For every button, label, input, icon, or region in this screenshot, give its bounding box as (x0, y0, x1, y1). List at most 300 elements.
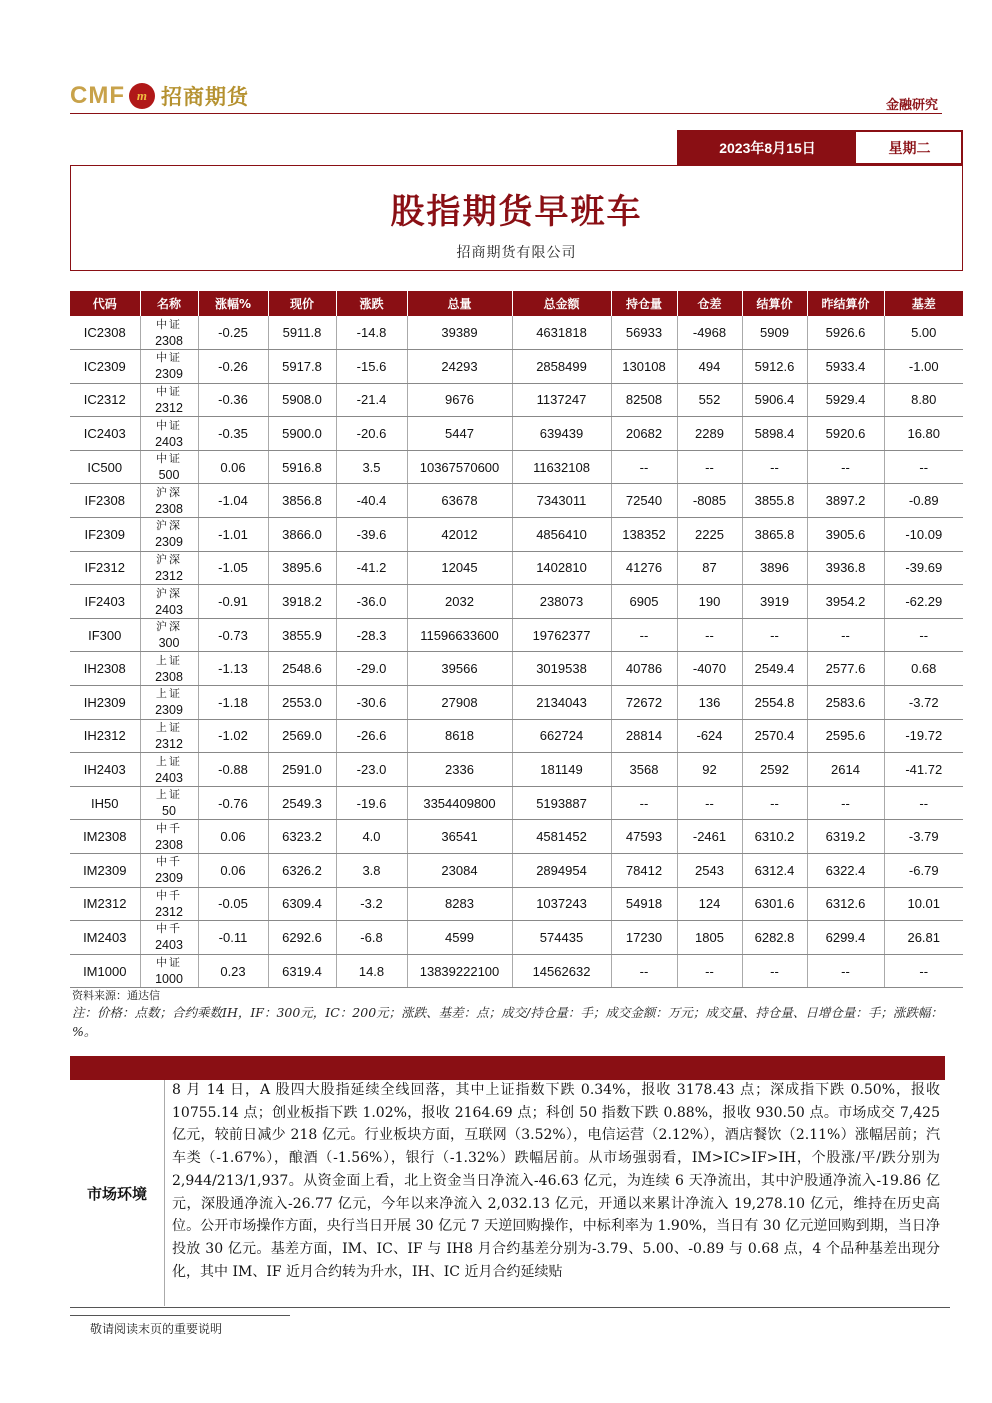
contract-name-index: 沪深 (156, 519, 182, 533)
table-cell: -36.0 (336, 585, 407, 619)
table-cell: 6309.4 (268, 887, 336, 921)
table-cell: 190 (677, 585, 742, 619)
table-cell: -19.6 (336, 786, 407, 820)
table-cell: 0.06 (198, 820, 268, 854)
table-cell: 2549.4 (742, 652, 807, 686)
table-row (70, 921, 963, 955)
contract-name-index: 中千 (156, 855, 182, 869)
table-cell: -39.6 (336, 518, 407, 552)
table-cell: 2548.6 (268, 652, 336, 686)
table-cell: 6312.4 (742, 854, 807, 888)
table-cell: -- (742, 954, 807, 988)
contract-name-index: 沪深 (156, 586, 182, 600)
department-label: 金融研究 (885, 98, 938, 113)
column-header: 总金额 (512, 291, 611, 316)
table-cell: 3896 (742, 551, 807, 585)
table-row (70, 450, 963, 484)
table-cell: 5920.6 (807, 417, 884, 451)
contract-name (140, 820, 198, 854)
table-cell: 2134043 (512, 686, 611, 720)
table-cell: 6322.4 (807, 854, 884, 888)
contract-code: IF2403 (70, 585, 140, 619)
column-header: 涨幅% (198, 291, 268, 316)
table-cell: 92 (677, 753, 742, 787)
table-cell: 2569.0 (268, 719, 336, 753)
table-cell: -10.09 (884, 518, 963, 552)
contract-code: IF2312 (70, 551, 140, 585)
contract-code: IH2308 (70, 652, 140, 686)
table-cell: 639439 (512, 417, 611, 451)
contract-name-month: 2403 (155, 602, 183, 617)
table-cell: 5447 (407, 417, 512, 451)
table-cell: -0.05 (198, 887, 268, 921)
contract-name-month: 2312 (155, 736, 183, 751)
table-row (70, 854, 963, 888)
contract-name-month: 2309 (155, 703, 183, 718)
table-cell: 1137247 (512, 383, 611, 417)
table-cell: 6323.2 (268, 820, 336, 854)
futures-quote-table (70, 291, 963, 988)
contract-code: IM1000 (70, 954, 140, 988)
table-cell: -- (611, 450, 677, 484)
table-cell: 5916.8 (268, 450, 336, 484)
contract-code: IM2312 (70, 887, 140, 921)
table-cell: 6319.2 (807, 820, 884, 854)
table-cell: 6905 (611, 585, 677, 619)
table-cell: -- (611, 954, 677, 988)
table-cell: 10367570600 (407, 450, 512, 484)
table-cell: -19.72 (884, 719, 963, 753)
table-cell: 3019538 (512, 652, 611, 686)
table-cell: 5917.8 (268, 350, 336, 384)
table-cell: 5929.4 (807, 383, 884, 417)
table-cell: 3.8 (336, 854, 407, 888)
table-row (70, 350, 963, 384)
table-cell: -1.01 (198, 518, 268, 552)
table-cell: 6310.2 (742, 820, 807, 854)
contract-name (140, 585, 198, 619)
contract-name-index: 沪深 (156, 485, 182, 499)
contract-name (140, 350, 198, 384)
table-cell: 2225 (677, 518, 742, 552)
table-cell: 3936.8 (807, 551, 884, 585)
table-cell: -- (611, 618, 677, 652)
table-cell: -624 (677, 719, 742, 753)
table-cell: 574435 (512, 921, 611, 955)
column-header: 昨结算价 (807, 291, 884, 316)
table-cell: 2549.3 (268, 786, 336, 820)
table-cell: 2583.6 (807, 686, 884, 720)
table-cell: -- (884, 954, 963, 988)
table-cell: -29.0 (336, 652, 407, 686)
contract-name (140, 921, 198, 955)
contract-code: IC2403 (70, 417, 140, 451)
table-cell: -- (884, 786, 963, 820)
contract-name-index: 上证 (156, 754, 182, 768)
contract-name-index: 中证 (156, 956, 182, 970)
contract-code: IH2403 (70, 753, 140, 787)
table-cell: 3897.2 (807, 484, 884, 518)
table-cell: 3856.8 (268, 484, 336, 518)
column-header: 现价 (268, 291, 336, 316)
table-cell: 2289 (677, 417, 742, 451)
contract-name (140, 551, 198, 585)
contract-name (140, 618, 198, 652)
table-cell: 2543 (677, 854, 742, 888)
table-cell: 26.81 (884, 921, 963, 955)
contract-name-index: 中证 (156, 351, 182, 365)
contract-name-month: 2403 (155, 938, 183, 953)
table-cell: 6301.6 (742, 887, 807, 921)
contract-name-month: 2309 (155, 871, 183, 886)
table-row (70, 652, 963, 686)
table-cell: 8283 (407, 887, 512, 921)
contract-name-month: 2308 (155, 501, 183, 516)
table-cell: -6.79 (884, 854, 963, 888)
contract-code: IM2309 (70, 854, 140, 888)
table-row (70, 518, 963, 552)
table-cell: 3855.9 (268, 618, 336, 652)
table-cell: 3.5 (336, 450, 407, 484)
table-cell: 2032 (407, 585, 512, 619)
table-cell: -- (807, 954, 884, 988)
table-cell: 5.00 (884, 316, 963, 350)
table-cell: 17230 (611, 921, 677, 955)
table-row (70, 383, 963, 417)
table-cell: 5900.0 (268, 417, 336, 451)
table-row (70, 887, 963, 921)
contract-name (140, 854, 198, 888)
table-cell: 39389 (407, 316, 512, 350)
table-cell: 5933.4 (807, 350, 884, 384)
table-cell: -0.89 (884, 484, 963, 518)
table-cell: 2336 (407, 753, 512, 787)
table-cell: 24293 (407, 350, 512, 384)
table-cell: 2577.6 (807, 652, 884, 686)
table-cell: -40.4 (336, 484, 407, 518)
table-cell: 5908.0 (268, 383, 336, 417)
table-cell: 5912.6 (742, 350, 807, 384)
table-cell: 72540 (611, 484, 677, 518)
table-cell: 20682 (611, 417, 677, 451)
contract-name (140, 786, 198, 820)
table-row (70, 719, 963, 753)
table-cell: 56933 (611, 316, 677, 350)
table-cell: -1.02 (198, 719, 268, 753)
table-cell: -- (611, 786, 677, 820)
report-date: 2023年8月15日 (679, 132, 856, 163)
table-row (70, 786, 963, 820)
table-cell: -8085 (677, 484, 742, 518)
table-row (70, 551, 963, 585)
column-header: 基差 (884, 291, 963, 316)
table-cell: -4968 (677, 316, 742, 350)
table-cell: 5193887 (512, 786, 611, 820)
table-cell: 1037243 (512, 887, 611, 921)
table-cell: 63678 (407, 484, 512, 518)
contract-code: IC2309 (70, 350, 140, 384)
contract-code: IM2308 (70, 820, 140, 854)
table-cell: 2614 (807, 753, 884, 787)
header-divider (70, 113, 942, 114)
contract-name (140, 686, 198, 720)
date-box (677, 130, 963, 165)
table-cell: 9676 (407, 383, 512, 417)
table-cell: 2858499 (512, 350, 611, 384)
table-cell: -1.13 (198, 652, 268, 686)
contract-code: IM2403 (70, 921, 140, 955)
table-cell: -41.2 (336, 551, 407, 585)
contract-name-month: 2403 (155, 434, 183, 449)
table-cell: -1.18 (198, 686, 268, 720)
table-cell: 136 (677, 686, 742, 720)
table-cell: -3.79 (884, 820, 963, 854)
table-cell: -3.2 (336, 887, 407, 921)
contract-name-index: 沪深 (156, 620, 182, 634)
table-cell: -- (677, 954, 742, 988)
table-cell: 138352 (611, 518, 677, 552)
table-cell: 5906.4 (742, 383, 807, 417)
table-cell: -0.35 (198, 417, 268, 451)
contract-name (140, 417, 198, 451)
table-body (70, 316, 963, 988)
table-cell: 3918.2 (268, 585, 336, 619)
table-cell: 6299.4 (807, 921, 884, 955)
table-cell: 10.01 (884, 887, 963, 921)
contract-name-index: 中证 (156, 418, 182, 432)
table-row (70, 484, 963, 518)
table-cell: -0.25 (198, 316, 268, 350)
table-cell: 2592 (742, 753, 807, 787)
table-cell: 6312.6 (807, 887, 884, 921)
table-cell: 78412 (611, 854, 677, 888)
contract-name-month: 2312 (155, 400, 183, 415)
column-header: 涨跌 (336, 291, 407, 316)
table-cell: -4070 (677, 652, 742, 686)
contract-name-month: 2403 (155, 770, 183, 785)
table-cell: 42012 (407, 518, 512, 552)
footer-note: 敬请阅读末页的重要说明 (90, 1322, 223, 1336)
table-cell: 11632108 (512, 450, 611, 484)
contract-name (140, 383, 198, 417)
contract-name (140, 450, 198, 484)
data-source: 资料来源：通达信 (72, 989, 160, 1002)
table-cell: 36541 (407, 820, 512, 854)
table-cell: 5926.6 (807, 316, 884, 350)
table-cell: 4631818 (512, 316, 611, 350)
table-cell: 3895.6 (268, 551, 336, 585)
contract-name-month: 2312 (155, 568, 183, 583)
logo-cmf-text: CMF (70, 82, 125, 109)
contract-name-index: 中证 (156, 317, 182, 331)
table-row (70, 417, 963, 451)
contract-code: IC2312 (70, 383, 140, 417)
table-cell: -0.76 (198, 786, 268, 820)
table-cell: -- (884, 450, 963, 484)
footer-divider (70, 1315, 290, 1316)
contract-name (140, 719, 198, 753)
table-cell: 3354409800 (407, 786, 512, 820)
table-cell: -39.69 (884, 551, 963, 585)
table-row (70, 820, 963, 854)
table-cell: -- (742, 786, 807, 820)
table-cell: 6319.4 (268, 954, 336, 988)
table-cell: -14.8 (336, 316, 407, 350)
table-cell: -3.72 (884, 686, 963, 720)
table-cell: 27908 (407, 686, 512, 720)
company-logo (70, 80, 249, 112)
table-cell: -20.6 (336, 417, 407, 451)
column-header: 代码 (70, 291, 140, 316)
table-cell: 8.80 (884, 383, 963, 417)
table-row (70, 954, 963, 988)
table-cell: 72672 (611, 686, 677, 720)
contract-name-month: 2308 (155, 669, 183, 684)
contract-name-index: 上证 (156, 687, 182, 701)
contract-code: IC2308 (70, 316, 140, 350)
table-cell: -- (884, 618, 963, 652)
table-cell: 14562632 (512, 954, 611, 988)
column-header: 名称 (140, 291, 198, 316)
table-cell: -0.88 (198, 753, 268, 787)
table-header-row (70, 291, 963, 316)
report-weekday: 星期二 (888, 140, 931, 157)
table-cell: -- (677, 618, 742, 652)
table-cell: 16.80 (884, 417, 963, 451)
table-cell: 11596633600 (407, 618, 512, 652)
table-cell: -0.91 (198, 585, 268, 619)
table-cell: 4581452 (512, 820, 611, 854)
table-cell: 3919 (742, 585, 807, 619)
table-cell: 238073 (512, 585, 611, 619)
table-cell: -0.11 (198, 921, 268, 955)
table-cell: 5898.4 (742, 417, 807, 451)
table-cell: 3865.8 (742, 518, 807, 552)
table-cell: 82508 (611, 383, 677, 417)
table-cell: 6292.6 (268, 921, 336, 955)
title-box (70, 165, 963, 271)
table-cell: 13839222100 (407, 954, 512, 988)
table-cell: 47593 (611, 820, 677, 854)
table-cell: 2595.6 (807, 719, 884, 753)
table-cell: 3568 (611, 753, 677, 787)
logo-emblem-icon: m (129, 83, 155, 109)
contract-name-month: 2309 (155, 535, 183, 550)
table-row (70, 618, 963, 652)
table-cell: -30.6 (336, 686, 407, 720)
table-cell: 19762377 (512, 618, 611, 652)
contract-code: IF300 (70, 618, 140, 652)
table-cell: 40786 (611, 652, 677, 686)
table-cell: 8618 (407, 719, 512, 753)
table-cell: 87 (677, 551, 742, 585)
table-cell: 552 (677, 383, 742, 417)
table-cell: 4599 (407, 921, 512, 955)
table-cell: 5909 (742, 316, 807, 350)
contract-name-index: 中证 (156, 384, 182, 398)
market-section-label: 市场环境 (70, 1080, 165, 1306)
table-cell: -0.36 (198, 383, 268, 417)
contract-name (140, 518, 198, 552)
table-cell: 3855.8 (742, 484, 807, 518)
section-bottom-divider (70, 1307, 950, 1308)
table-cell: 3954.2 (807, 585, 884, 619)
contract-name-index: 中千 (156, 888, 182, 902)
contract-name-month: 500 (158, 468, 180, 483)
company-name: 招商期货有限公司 (456, 245, 577, 261)
table-cell: 494 (677, 350, 742, 384)
table-cell: 2591.0 (268, 753, 336, 787)
contract-name (140, 652, 198, 686)
table-cell: 28814 (611, 719, 677, 753)
table-cell: 23084 (407, 854, 512, 888)
table-cell: -28.3 (336, 618, 407, 652)
table-cell: 12045 (407, 551, 512, 585)
table-cell: 3866.0 (268, 518, 336, 552)
table-cell: -26.6 (336, 719, 407, 753)
contract-name (140, 484, 198, 518)
contract-name-month: 2312 (155, 904, 183, 919)
table-cell: -1.05 (198, 551, 268, 585)
table-cell: -- (677, 450, 742, 484)
table-row (70, 316, 963, 350)
contract-name-index: 沪深 (156, 552, 182, 566)
contract-code: IH50 (70, 786, 140, 820)
table-cell: -0.26 (198, 350, 268, 384)
table-cell: 181149 (512, 753, 611, 787)
logo-cn-text: 招商期货 (160, 85, 249, 109)
table-cell: 6282.8 (742, 921, 807, 955)
table-cell: -0.73 (198, 618, 268, 652)
contract-code: IF2308 (70, 484, 140, 518)
table-cell: -1.04 (198, 484, 268, 518)
table-cell: -15.6 (336, 350, 407, 384)
contract-name-index: 中千 (156, 821, 182, 835)
table-cell: 1402810 (512, 551, 611, 585)
table-cell: 2553.0 (268, 686, 336, 720)
report-title: 股指期货早班车 (390, 192, 643, 232)
contract-name-index: 中证 (156, 452, 182, 466)
table-cell: -- (742, 450, 807, 484)
table-cell: 2570.4 (742, 719, 807, 753)
table-cell: -- (807, 786, 884, 820)
table-row (70, 585, 963, 619)
contract-name-month: 1000 (155, 972, 183, 987)
table-cell: 14.8 (336, 954, 407, 988)
contract-code: IC500 (70, 450, 140, 484)
table-cell: 130108 (611, 350, 677, 384)
table-cell: -- (677, 786, 742, 820)
table-cell: 1805 (677, 921, 742, 955)
table-cell: -21.4 (336, 383, 407, 417)
table-cell: 124 (677, 887, 742, 921)
contract-name (140, 954, 198, 988)
table-cell: 3905.6 (807, 518, 884, 552)
table-cell: 0.23 (198, 954, 268, 988)
table-cell: 0.06 (198, 854, 268, 888)
table-row (70, 686, 963, 720)
table-cell: -- (742, 618, 807, 652)
table-cell: -1.00 (884, 350, 963, 384)
contract-code: IH2312 (70, 719, 140, 753)
table-cell: 4856410 (512, 518, 611, 552)
contract-name-index: 上证 (156, 788, 182, 802)
table-cell: -41.72 (884, 753, 963, 787)
table-cell: 7343011 (512, 484, 611, 518)
contract-name-month: 300 (158, 636, 180, 651)
table-note: 注：价格：点数；合约乘数IH，IF：300元，IC：200元；涨跌、基差：点；成交/持仓量：手；成交金额：万元；成交量、持仓量、日增仓量：手；涨跌幅：%。 (72, 1005, 943, 1039)
column-header: 结算价 (742, 291, 807, 316)
